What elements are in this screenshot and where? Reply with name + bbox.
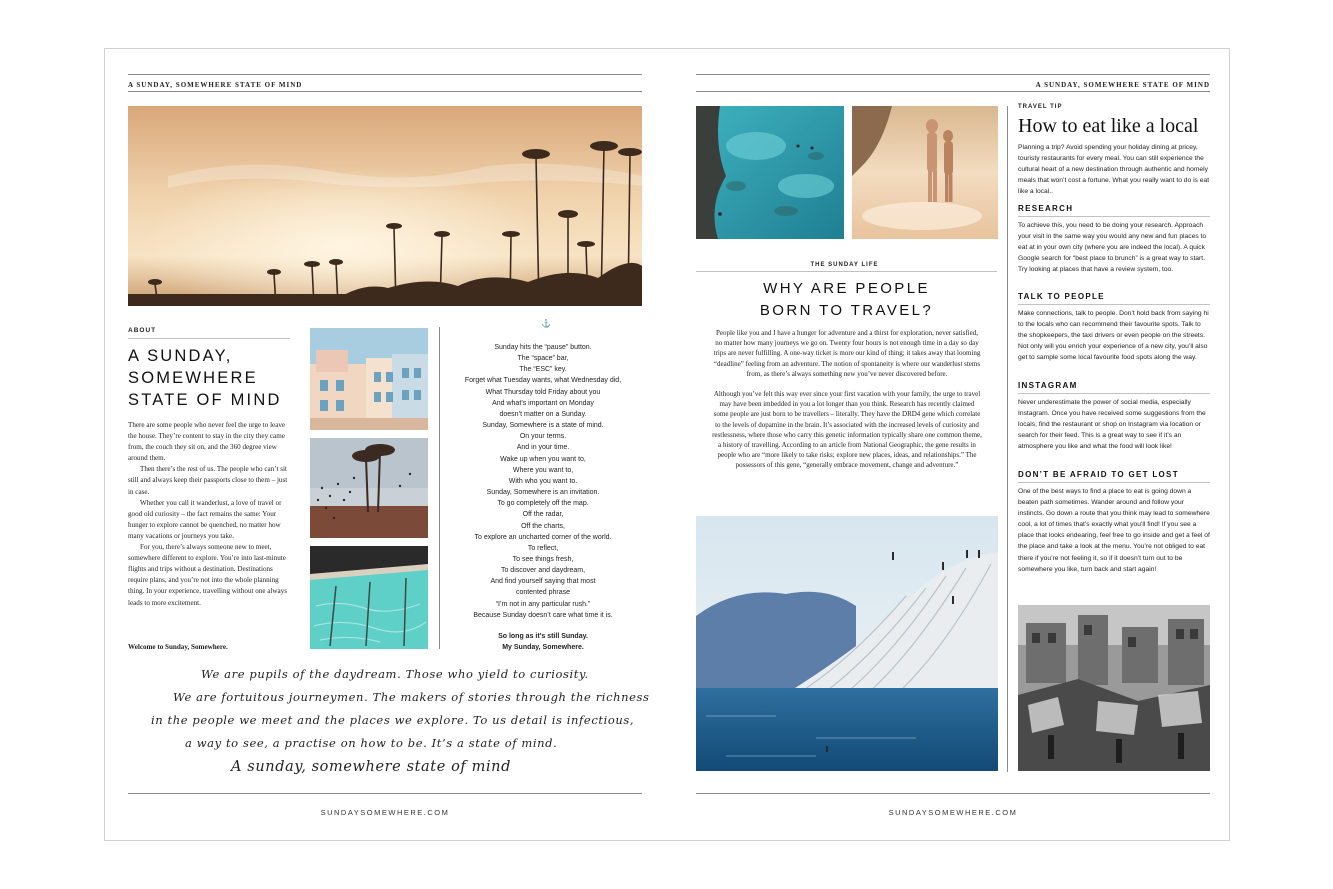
swimming-pool-photo: [310, 546, 428, 649]
top-rule: [696, 74, 1210, 75]
handwritten-signature: A sunday, somewhere state of mind: [231, 759, 512, 775]
footer-url: SUNDAYSOMEWHERE.COM: [888, 808, 1018, 817]
article-paragraph: People like you and I have a hunger for adventure and a thirst for exploration, never satisfied, no matter how many journeys we go on. Twenty four hours is not enough time in a day so day trips are never fulfilling. A one-way ticket is more our kind of thing; it takes away that looming “deadline” feeling from an adventure. The notion of spontaneity is where our wanderlust stems from, as there’s always something new you’ve never discovered before.: [713, 329, 981, 378]
running-head: A SUNDAY, SOMEWHERE STATE OF MIND: [1035, 81, 1210, 89]
handwritten-line: in the people we meet and the places we explore. To us detail is infectious,: [151, 713, 635, 727]
handwritten-line: We are pupils of the daydream. Those who yield to curiosity.: [201, 667, 589, 681]
beach-couple-photo: [852, 106, 998, 239]
section-rule: [1018, 216, 1210, 217]
about-label: ABOUT: [128, 327, 157, 334]
article-paragraph: Although you’ve felt this way ever since your first vacation with your family, the urge to travel may have been imbedded in you a lot longer than you think. Research has recently claimed some people are just born to be travellers – literally. They have the DRD4 gene which correlate to the levels of dopamine in the brain. It’s associated with the increased levels of curiosity and restlessness, where those who carry this genetic information typically share one common theme, a history of travelling. According to an article from National Geographic, the gene results in people who are “more likely to take risks; explore new places, ideas, and relationships.” The possessors of this gene, “generally embrace movement, change and adventure.”: [712, 390, 982, 470]
palm-trees-sunset-photo: [128, 106, 642, 306]
column-divider: [1007, 106, 1008, 772]
pastel-buildings-photo: [310, 328, 428, 430]
running-head: A SUNDAY, SOMEWHERE STATE OF MIND: [128, 81, 303, 89]
intro-paragraph: There are some people who never feel the urge to leave the house. They’re content to stay in the city they came from, the couch they sit on, and the 360 degree view around them.: [128, 421, 286, 463]
palms-and-birds-photo: [310, 438, 428, 538]
section-rule: [1018, 304, 1210, 305]
section-text: One of the best ways to find a place to eat is going down a beaten path sometimes. Wander around and follow your instincts. Go down a route that you think may lead to somewhere cool, a lot of times that’s exactly what you’ll find! If you see a place that looks endearing, feel free to go inside and get a feel of the place and take a look at the menu. You’re not obliged to eat there if you’re not feeling it, so if it doesn’t turn out to be somewhere you like, turn back and start again!: [1018, 488, 1210, 573]
intro-paragraph: Then there’s the rest of us. The people who can’t sit still and always keep their passports close to them – just in case.: [128, 465, 288, 496]
section-label: THE SUNDAY LIFE: [810, 262, 879, 268]
footer-url: SUNDAYSOMEWHERE.COM: [320, 808, 450, 817]
bottom-rule: [696, 793, 1210, 794]
section-heading: INSTAGRAM: [1018, 381, 1078, 390]
turquoise-cove-photo: [696, 106, 844, 239]
article-title: WHY ARE PEOPLE BORN TO TRAVEL?: [759, 280, 934, 319]
anchor-icon: ⚓: [541, 319, 551, 328]
handwritten-line: a way to see, a practise on how to be. It’s a state of mind.: [185, 736, 558, 750]
white-cliffs-sea-photo: [696, 516, 998, 771]
article-body: [712, 328, 982, 471]
tip-label: TRAVEL TIP: [1018, 104, 1063, 110]
about-rule: [128, 338, 290, 339]
tip-intro: Planning a trip? Avoid spending your holiday dining at pricey, touristy restaurants for every meal. You can still experience the cultural heart of a new destination through authentic and homely meals that won’t cost a fortune. What you really want to do is eat like a local..: [1018, 144, 1210, 196]
section-rule: [1018, 482, 1210, 483]
section-heading: DON’T BE AFRAID TO GET LOST: [1018, 470, 1179, 479]
running-head-rule: [696, 91, 1210, 92]
intro-paragraph: For you, there’s always someone new to meet, somewhere different to explore. You’re into last-minute flights and trips without a destination. Destinations require plans, and you’re not into the whole planning thing. In your experience, travelling without one always leads to more excitement.: [128, 543, 287, 607]
magazine-spread: [104, 48, 1230, 841]
running-head-rule: [128, 91, 642, 92]
intro-body: [128, 420, 290, 609]
section-rule: [696, 271, 997, 272]
section-rule: [1018, 393, 1210, 394]
section-text: To achieve this, you need to be doing your research. Approach your visit in the same way you would any new and fun places to eat at in your own city (where you are indeed the local). A quick Google search for “best place to brunch” is a great way to start. Try looking at places that have a review system, too.: [1018, 222, 1207, 274]
column-divider: [439, 327, 440, 649]
section-text: Never underestimate the power of social media, especially Instagram. Once you have received some suggestions from the locals, find the restaurant or shop on Instagram via location or search for their feed. This is a great way to see if it’s an atmosphere you like and what the food will look like!: [1018, 399, 1206, 451]
poem-closing: So long as it’s still Sunday. My Sunday, Somewhere.: [498, 633, 588, 651]
section-text: Make connections, talk to people. Don’t hold back from saying hi to the locals who can recommend their favourite spots. Talk to the shopkeepers, the taxi drivers or even people on the streets. Not only will you enrich your experience of a new city, you’ll also get to sample some local favourite food spots along the way.: [1018, 310, 1209, 362]
page-title: A SUNDAY, SOMEWHERE STATE OF MIND: [128, 347, 282, 409]
handwritten-line: We are fortuitous journeymen. The makers of stories through the richness: [173, 690, 650, 704]
section-heading: RESEARCH: [1018, 204, 1074, 213]
sunday-poem: Sunday hits the “pause” button. The “space” bar, The “ESC” key. Forget what Tuesday wants, what Wednesday did, What Thursday told Friday about you And what’s important on Monday doesn’t matter on a Sunday. Sunday, Somewhere is a state of mind. On your terms. And in your time. Wake up when you want to, Where you want to, With who you want to. Sunday, Somewhere is an invitation. To go completely off the map. Off the radar, Off the charts, To explore an uncharted corner of the world. To reflect, To see things fresh, To discover and daydream, And find yourself saying that most contented phrase “I’m not in any particular rush.” Because Sunday doesn’t care what time it is.: [464, 344, 622, 619]
top-rule: [128, 74, 642, 75]
welcome-line: Welcome to Sunday, Somewhere.: [128, 643, 228, 651]
market-street-photo: [1018, 605, 1210, 771]
bottom-rule: [128, 793, 642, 794]
intro-paragraph: Whether you call it wanderlust, a love of travel or good old curiosity – the fact remains the same: Your hunger to explore cannot be quenched, no matter how many vacations or journeys you take.: [128, 498, 282, 540]
tip-title: How to eat like a local: [1018, 115, 1199, 137]
section-heading: TALK TO PEOPLE: [1018, 292, 1105, 301]
